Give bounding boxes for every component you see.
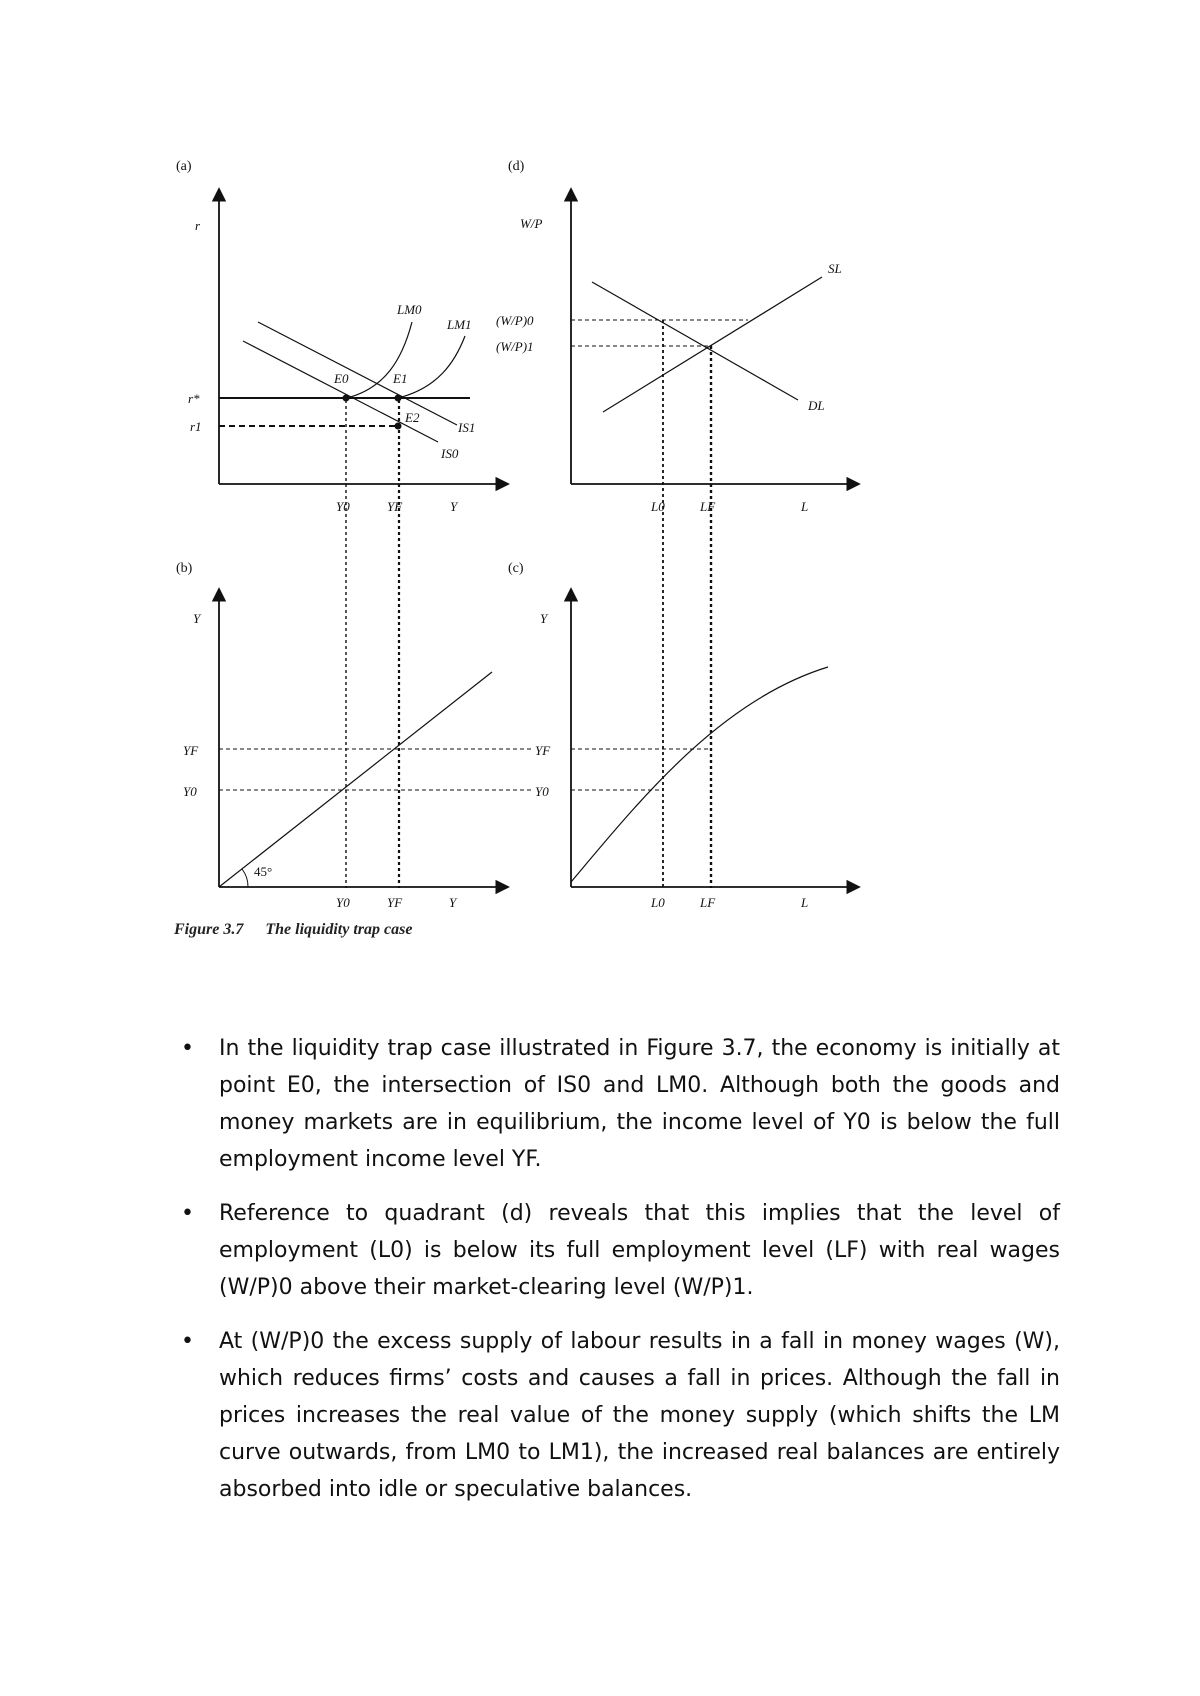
panel-a-label: (a) (176, 159, 192, 174)
point-label-e0: E0 (334, 371, 349, 386)
panel-b-label: (b) (176, 561, 193, 576)
forty-five-degree-line (219, 672, 492, 887)
x-tick-lf-c: LF (700, 895, 716, 910)
panel-d-x-axis-label: L (801, 499, 809, 514)
bullet-list (0, 1030, 1200, 1525)
x-tick-lf-d: LF (700, 499, 716, 514)
is1-curve (258, 322, 457, 425)
panel-a-y-axis-label: r (195, 218, 201, 233)
angle-label: 45° (254, 864, 273, 879)
x-tick-y0-a: Y0 (336, 499, 350, 514)
bullet-text-2: Reference to quadrant (d) reveals that this implies that the level of employment (L0) is below its full employment level (LF) with real wages (W/P)0 above their market-clearing level (W/P)1. (219, 1201, 1060, 1300)
y-tick-r-star: r* (188, 391, 200, 406)
bullet-item-2 (181, 1195, 1060, 1306)
curve-label-lm0: LM0 (397, 302, 422, 317)
bullet-dot: • (181, 1036, 194, 1061)
y-tick-y0-c: Y0 (535, 784, 549, 799)
panel-c-label: (c) (508, 561, 524, 576)
panel-c-y-axis-label: Y (540, 611, 548, 626)
x-tick-yf-a: YF (387, 499, 403, 514)
lm1-curve (398, 336, 465, 398)
y-tick-yf-b: YF (183, 743, 199, 758)
figure-caption (174, 921, 412, 939)
figure-caption-title: The liquidity trap case (265, 921, 413, 938)
y-tick-r1: r1 (190, 419, 202, 434)
curve-label-lm1: LM1 (447, 317, 472, 332)
y-tick-w-p-1: (W/P)1 (496, 339, 534, 354)
panel-b-y-axis-label: Y (193, 611, 201, 626)
production-function-curve (571, 667, 828, 882)
point-label-e1: E1 (393, 371, 408, 386)
panel-b-x-axis-label: Y (449, 895, 457, 910)
curve-label-dl: DL (808, 398, 825, 413)
bullet-text-1: In the liquidity trap case illustrated in Figure 3.7, the economy is initially at point E0, the intersection of IS0 and LM0. Although both the goods and money markets are in equilibrium, the income level of Y0 is below the full employment income level YF. (219, 1036, 1060, 1172)
panel-d-y-axis-label: W/P (520, 216, 543, 231)
curve-label-is0: IS0 (441, 446, 459, 461)
angle-arc (242, 869, 248, 887)
panel-a (176, 159, 507, 888)
curve-label-sl: SL (828, 261, 842, 276)
bullet-dot: • (181, 1329, 194, 1354)
bullet-dot: • (181, 1201, 194, 1226)
panel-a-x-axis-label: Y (450, 499, 458, 514)
panel-c (508, 561, 858, 910)
panel-c-x-axis-label: L (801, 895, 809, 910)
bullet-item-1 (181, 1030, 1060, 1178)
x-tick-l0-c: L0 (651, 895, 665, 910)
dl-curve (592, 282, 798, 400)
panel-b (176, 561, 532, 910)
curve-label-is1: IS1 (458, 420, 476, 435)
y-tick-y0-b: Y0 (183, 784, 197, 799)
y-tick-w-p-0: (W/P)0 (496, 313, 534, 328)
x-tick-y0-b: Y0 (336, 895, 350, 910)
point-label-e2: E2 (405, 410, 420, 425)
sl-curve (603, 277, 822, 412)
panel-d-label: (d) (508, 159, 525, 174)
bullet-text-3: At (W/P)0 the excess supply of labour results in a fall in money wages (W), which reduces firms’ costs and causes a fall in prices. Although the fall in prices increases the real value of the money supply (which shifts the LM curve outwards, from LM0 to LM1), the increased real balances are entirely absorbed into idle or speculative balances. (219, 1329, 1060, 1502)
x-tick-yf-b: YF (387, 895, 403, 910)
panel-d (496, 159, 858, 888)
y-tick-yf-c: YF (535, 743, 551, 758)
lm0-curve (347, 322, 412, 398)
bullet-item-3 (181, 1323, 1060, 1508)
x-tick-l0-d: L0 (651, 499, 665, 514)
figure-caption-number: Figure 3.7 (174, 921, 244, 938)
